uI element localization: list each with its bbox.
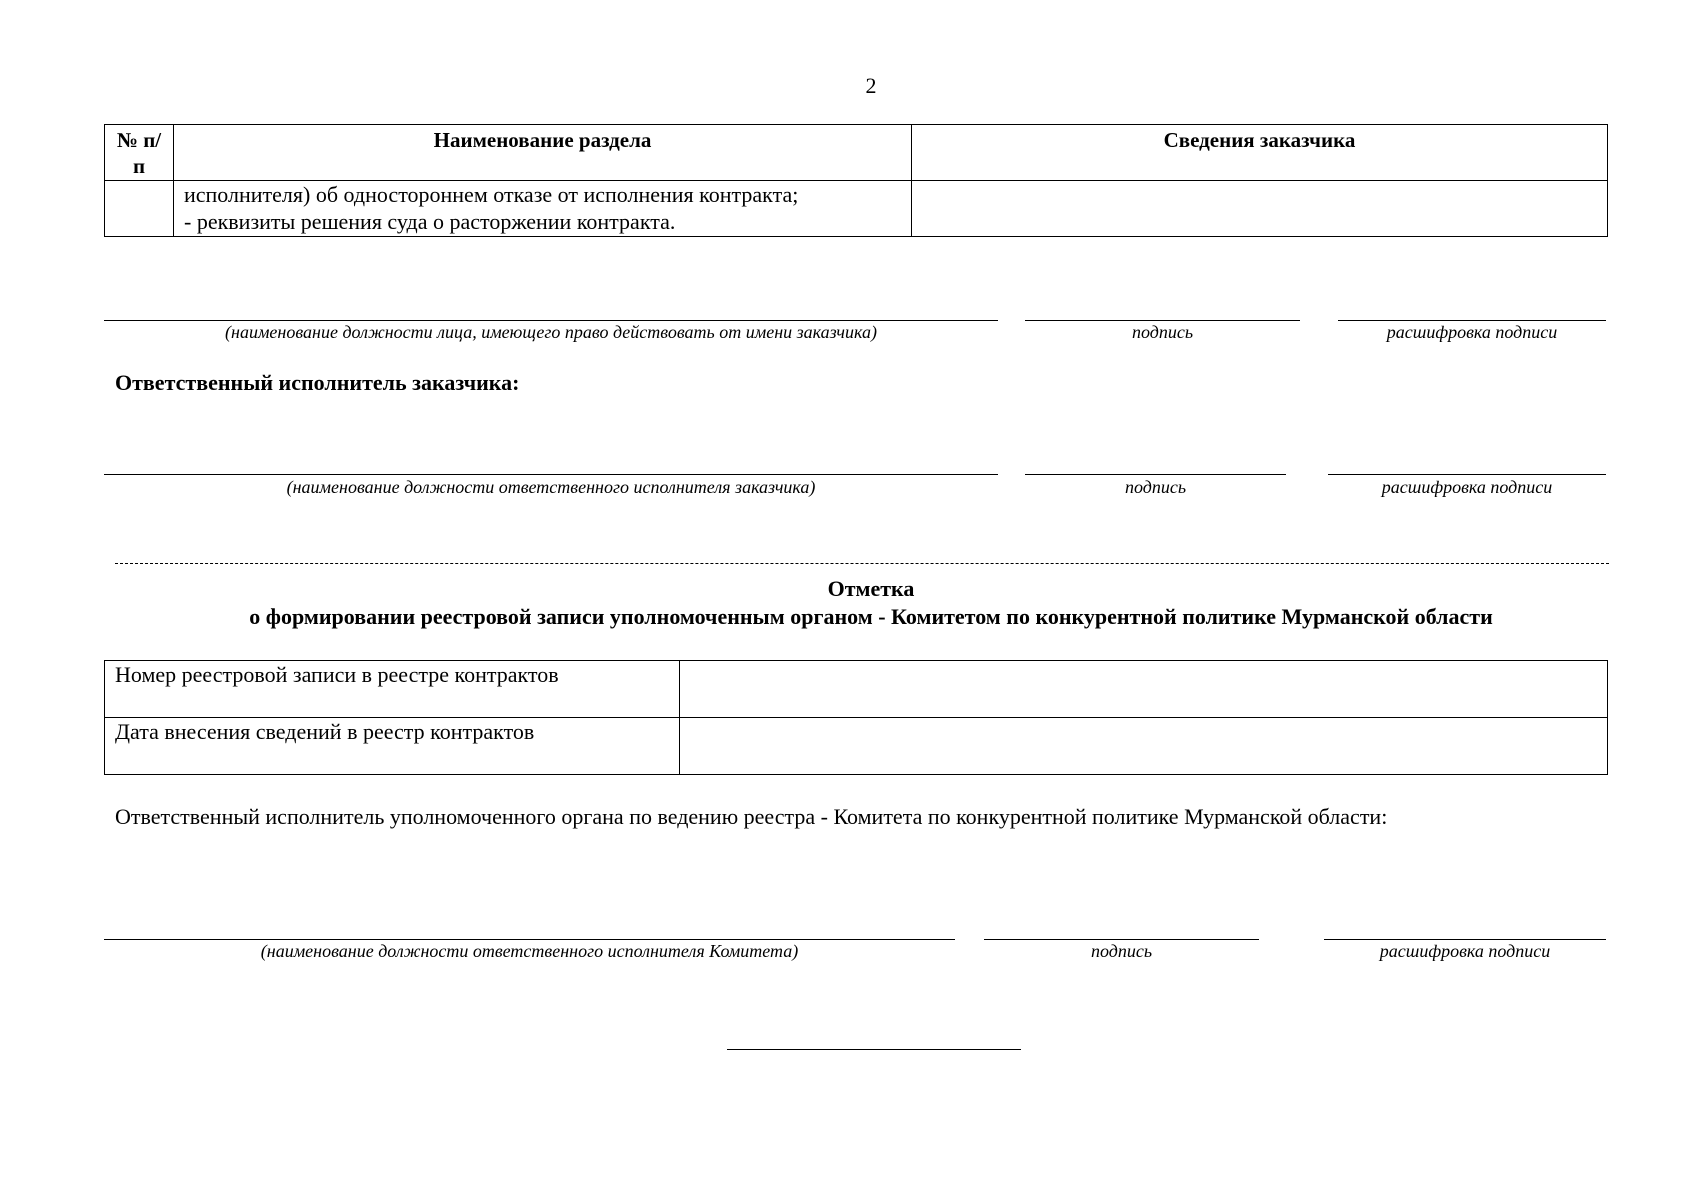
signature-2-signature-caption: подпись xyxy=(1124,477,1187,497)
page-number: 2 xyxy=(865,73,877,98)
signature-1-position-line xyxy=(104,320,998,321)
main-table xyxy=(104,124,1608,237)
row-section-cell xyxy=(174,181,912,237)
main-table-row xyxy=(105,181,1608,237)
signature-1-signature-line xyxy=(1025,320,1300,321)
registry-row-date xyxy=(105,718,1608,775)
signature-1-position-caption: (наименование должности лица, имеющего право действовать от имени заказчика) xyxy=(225,322,877,342)
signature-3-position-line xyxy=(104,939,955,940)
section-text-line-1: исполнителя) об одностороннем отказе от исполнения контракта; xyxy=(184,182,799,207)
header-section: Наименование раздела xyxy=(174,125,912,181)
signature-2-position-caption: (наименование должности ответственного исполнителя заказчика) xyxy=(286,477,816,497)
signature-1-decryption-line xyxy=(1338,320,1606,321)
registry-number-value xyxy=(680,661,1608,718)
mark-title: Отметка xyxy=(827,576,915,601)
mark-subtitle: о формировании реестровой записи уполномоченным органом - Комитетом по конкурентной политике Мурманской области xyxy=(249,604,1493,629)
committee-responsible-text: Ответственный исполнитель уполномоченного органа по ведению реестра - Комитета по конкурентной политике Мурманской области: xyxy=(115,804,1388,829)
row-num-cell xyxy=(105,181,174,237)
row-customer-cell xyxy=(912,181,1608,237)
signature-3-position-caption: (наименование должности ответственного исполнителя Комитета) xyxy=(260,941,799,961)
signature-2-signature-line xyxy=(1025,474,1286,475)
signature-2-position-line xyxy=(104,474,998,475)
signature-3-decryption-line xyxy=(1324,939,1606,940)
registry-number-label: Номер реестровой записи в реестре контрактов xyxy=(105,661,680,718)
signature-1-signature-caption: подпись xyxy=(1131,322,1194,342)
header-customer: Сведения заказчика xyxy=(912,125,1608,181)
signature-3-signature-line xyxy=(984,939,1259,940)
registry-row-number xyxy=(105,661,1608,718)
end-rule xyxy=(727,1049,1021,1050)
signature-2-decryption-caption: расшифровка подписи xyxy=(1381,477,1553,497)
signature-3-signature-caption: подпись xyxy=(1090,941,1153,961)
responsible-customer-heading: Ответственный исполнитель заказчика: xyxy=(115,370,520,395)
registry-date-label: Дата внесения сведений в реестр контрактов xyxy=(105,718,680,775)
dashed-separator xyxy=(115,563,1609,564)
section-text-line-2: - реквизиты решения суда о расторжении контракта. xyxy=(184,209,676,234)
registry-table xyxy=(104,660,1608,775)
signature-3-decryption-caption: расшифровка подписи xyxy=(1379,941,1551,961)
header-num: № п/п xyxy=(105,125,174,181)
signature-2-decryption-line xyxy=(1328,474,1606,475)
main-table-header-row xyxy=(105,125,1608,181)
registry-date-value xyxy=(680,718,1608,775)
signature-1-decryption-caption: расшифровка подписи xyxy=(1386,322,1558,342)
